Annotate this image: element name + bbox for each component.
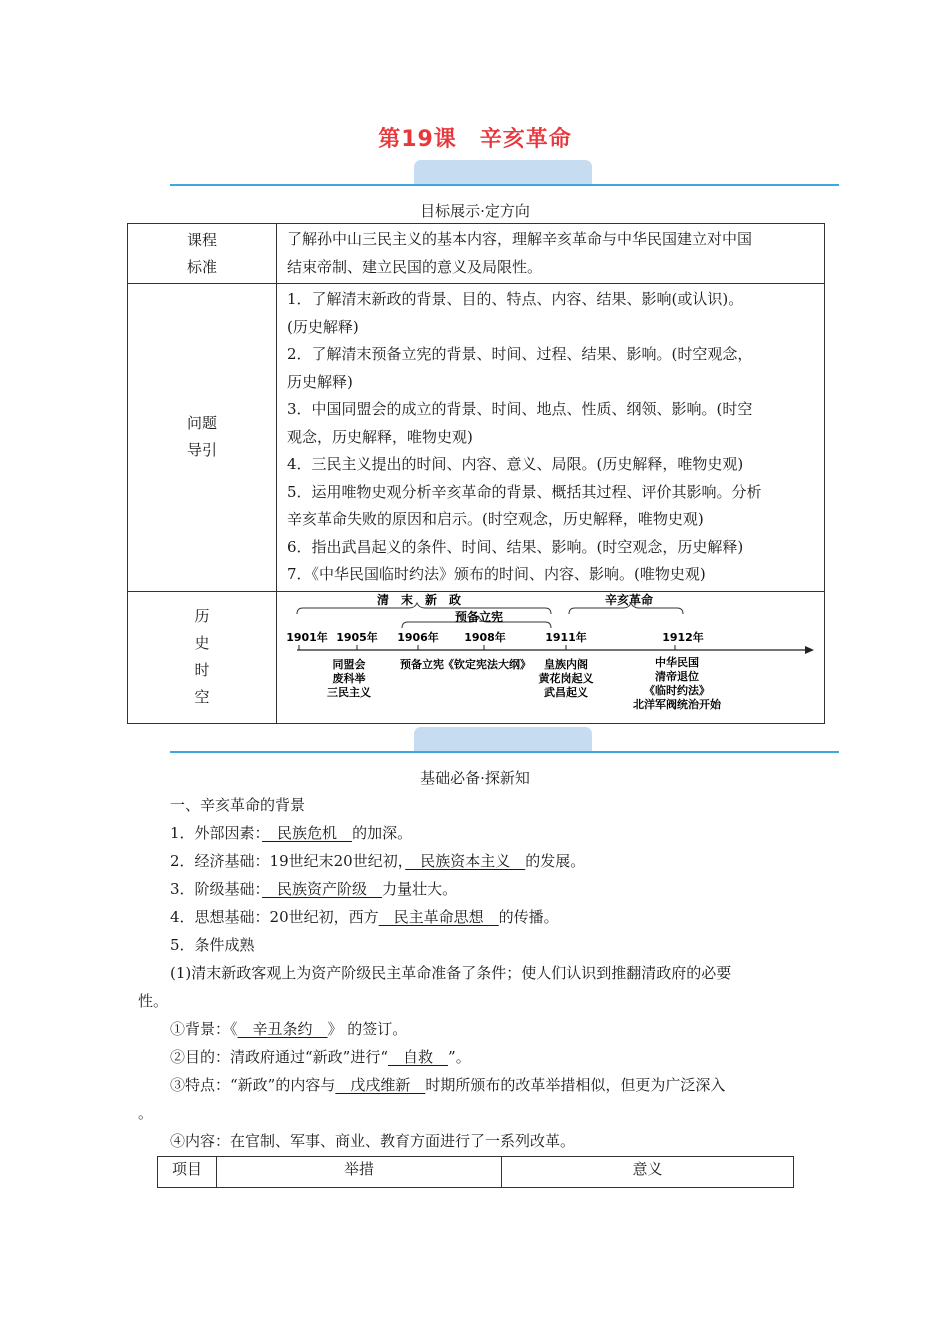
section-heading: 基础必备·探新知 (420, 769, 530, 787)
row-content (277, 224, 825, 284)
event-1912: 《临时约法》 (644, 683, 710, 697)
answer-blank: 自救 (388, 1048, 449, 1066)
item-features (170, 1074, 725, 1095)
event-1912: 清帝退位 (655, 669, 699, 683)
item-background (170, 1018, 407, 1039)
answer-blank: 戊戌维新 (335, 1076, 426, 1094)
paragraph-new-policy-cont: 性。 (138, 992, 169, 1010)
answer-blank: 民主革命思想 (378, 908, 499, 926)
item-text: 》 的签订。 (327, 1020, 408, 1038)
section-divider (170, 184, 839, 186)
row-label (128, 284, 277, 592)
timeline-arrow (805, 646, 814, 654)
label-line: 问题 (186, 414, 217, 433)
question-line: 历史解释) (287, 372, 353, 391)
year-1906: 1906年 (397, 630, 439, 644)
label-line: 导引 (186, 441, 217, 460)
item-text: 4．思想基础：20世纪初，西方 (170, 908, 379, 926)
item-conditions: 5．条件成熟 (170, 936, 255, 954)
event-1905: 同盟会 (332, 657, 366, 671)
section-divider (170, 751, 839, 753)
goal-row-questions (128, 284, 825, 592)
row-label (128, 591, 277, 723)
item-text: 3．阶级基础： (170, 880, 263, 898)
item-text: ②目的：清政府通过“新政”进行“ (170, 1048, 389, 1066)
row-content (277, 284, 825, 592)
question-line: 观念，历史解释，唯物史观) (287, 427, 473, 446)
answer-blank: 民族资产阶级 (262, 880, 383, 898)
item-features-cont: 。 (138, 1104, 154, 1122)
item-text: 时期所颁布的改革举措相似，但更为广泛深入 (425, 1076, 726, 1094)
answer-blank: 辛丑条约 (237, 1020, 328, 1038)
goal-table (127, 223, 825, 724)
item-text: 的发展。 (525, 852, 586, 870)
label-line: 标准 (186, 257, 217, 276)
label-line: 空 (194, 688, 210, 706)
goal-row-timeline (128, 591, 825, 723)
item-text: ”。 (448, 1048, 471, 1066)
label-revolution: 辛亥革命 (604, 592, 654, 607)
row-label (128, 224, 277, 284)
section-tab (414, 727, 592, 751)
section-heading: 目标展示·定方向 (420, 202, 530, 220)
header-item: 项目 (158, 1157, 217, 1188)
event-1906: 预备立宪 (400, 657, 444, 671)
item-ideological-basis (170, 906, 559, 927)
timeline-cell (277, 591, 825, 723)
year-1901: 1901年 (286, 630, 328, 644)
label-line: 史 (194, 634, 210, 652)
question-line: 7．《中华民国临时约法》颁布的时间、内容、影响。(唯物史观) (287, 565, 706, 583)
label-line: 课程 (186, 230, 217, 249)
question-line: 1．了解清末新政的背景、目的、特点、内容、结果、影响(或认识)。 (287, 290, 744, 308)
item-external-factor (170, 822, 412, 843)
question-line: 4．三民主义提出的时间、内容、意义、局限。(历史解释，唯物史观) (287, 455, 744, 473)
year-1908: 1908年 (464, 630, 506, 644)
header-measures: 举措 (217, 1157, 502, 1188)
question-line: 6．指出武昌起义的条件、时间、结果、影响。(时空观念，历史解释) (287, 537, 744, 556)
header-significance: 意义 (502, 1157, 794, 1188)
event-1905: 三民主义 (327, 685, 371, 699)
table-header-row (158, 1157, 794, 1188)
heading-background: 一、辛亥革命的背景 (170, 796, 306, 814)
item-text: 1．外部因素： (170, 824, 263, 842)
item-text: ③特点：“新政”的内容与 (170, 1076, 336, 1094)
label-line: 时 (194, 661, 210, 679)
year-1912: 1912年 (662, 630, 704, 644)
answer-blank: 民族资本主义 (405, 852, 526, 870)
content-line: 结束帝制、建立民国的意义及局限性。 (287, 257, 543, 276)
content-line: 了解孙中山三民主义的基本内容，理解辛亥革命与中华民国建立对中国 (287, 230, 753, 248)
paragraph-new-policy: (1)清末新政客观上为资产阶级民主革命准备了条件；使人们认识到推翻清政府的必要 (170, 964, 732, 982)
reform-table (157, 1156, 794, 1188)
item-text: 2．经济基础：19世纪末20世纪初， (170, 852, 406, 870)
year-1911: 1911年 (545, 630, 587, 644)
section-tab (414, 160, 592, 184)
label-new-policy: 清 末 新 政 (376, 592, 462, 607)
item-text: 的加深。 (352, 824, 413, 842)
question-line: 3．中国同盟会的成立的背景、时间、地点、性质、纲领、影响。(时空 (287, 400, 753, 418)
event-1912: 北洋军阀统治开始 (633, 697, 721, 711)
goal-row-standard (128, 224, 825, 284)
event-1911: 皇族内阁 (544, 657, 588, 671)
item-text: 力量壮大。 (382, 880, 458, 898)
event-1905: 废科举 (332, 671, 366, 685)
event-1911: 黄花岗起义 (538, 671, 594, 685)
event-1911: 武昌起义 (544, 685, 588, 699)
history-timeline (277, 592, 824, 722)
label-constitution: 预备立宪 (454, 609, 504, 624)
item-class-basis (170, 878, 457, 899)
event-1912: 中华民国 (655, 655, 699, 669)
year-1905: 1905年 (336, 630, 378, 644)
question-line: 2．了解清末预备立宪的背景、时间、过程、结果、影响。(时空观念， (287, 345, 753, 363)
question-line: 5．运用唯物史观分析辛亥革命的背景、概括其过程、评价其影响。分析 (287, 482, 762, 501)
page-title: 第19课 辛亥革命 (378, 127, 572, 152)
item-content: ④内容：在官制、军事、商业、教育方面进行了一系列改革。 (170, 1132, 576, 1150)
event-1908: 《钦定宪法大纲》 (443, 657, 531, 671)
question-line: 辛亥革命失败的原因和启示。(时空观念，历史解释，唯物史观) (287, 510, 704, 528)
item-text: ①背景：《 (170, 1020, 238, 1038)
answer-blank: 民族危机 (262, 824, 353, 842)
item-economic-basis (170, 850, 585, 871)
item-text: 的传播。 (498, 908, 559, 926)
label-line: 历 (194, 607, 210, 625)
item-purpose (170, 1046, 471, 1067)
question-line: (历史解释) (287, 317, 359, 336)
